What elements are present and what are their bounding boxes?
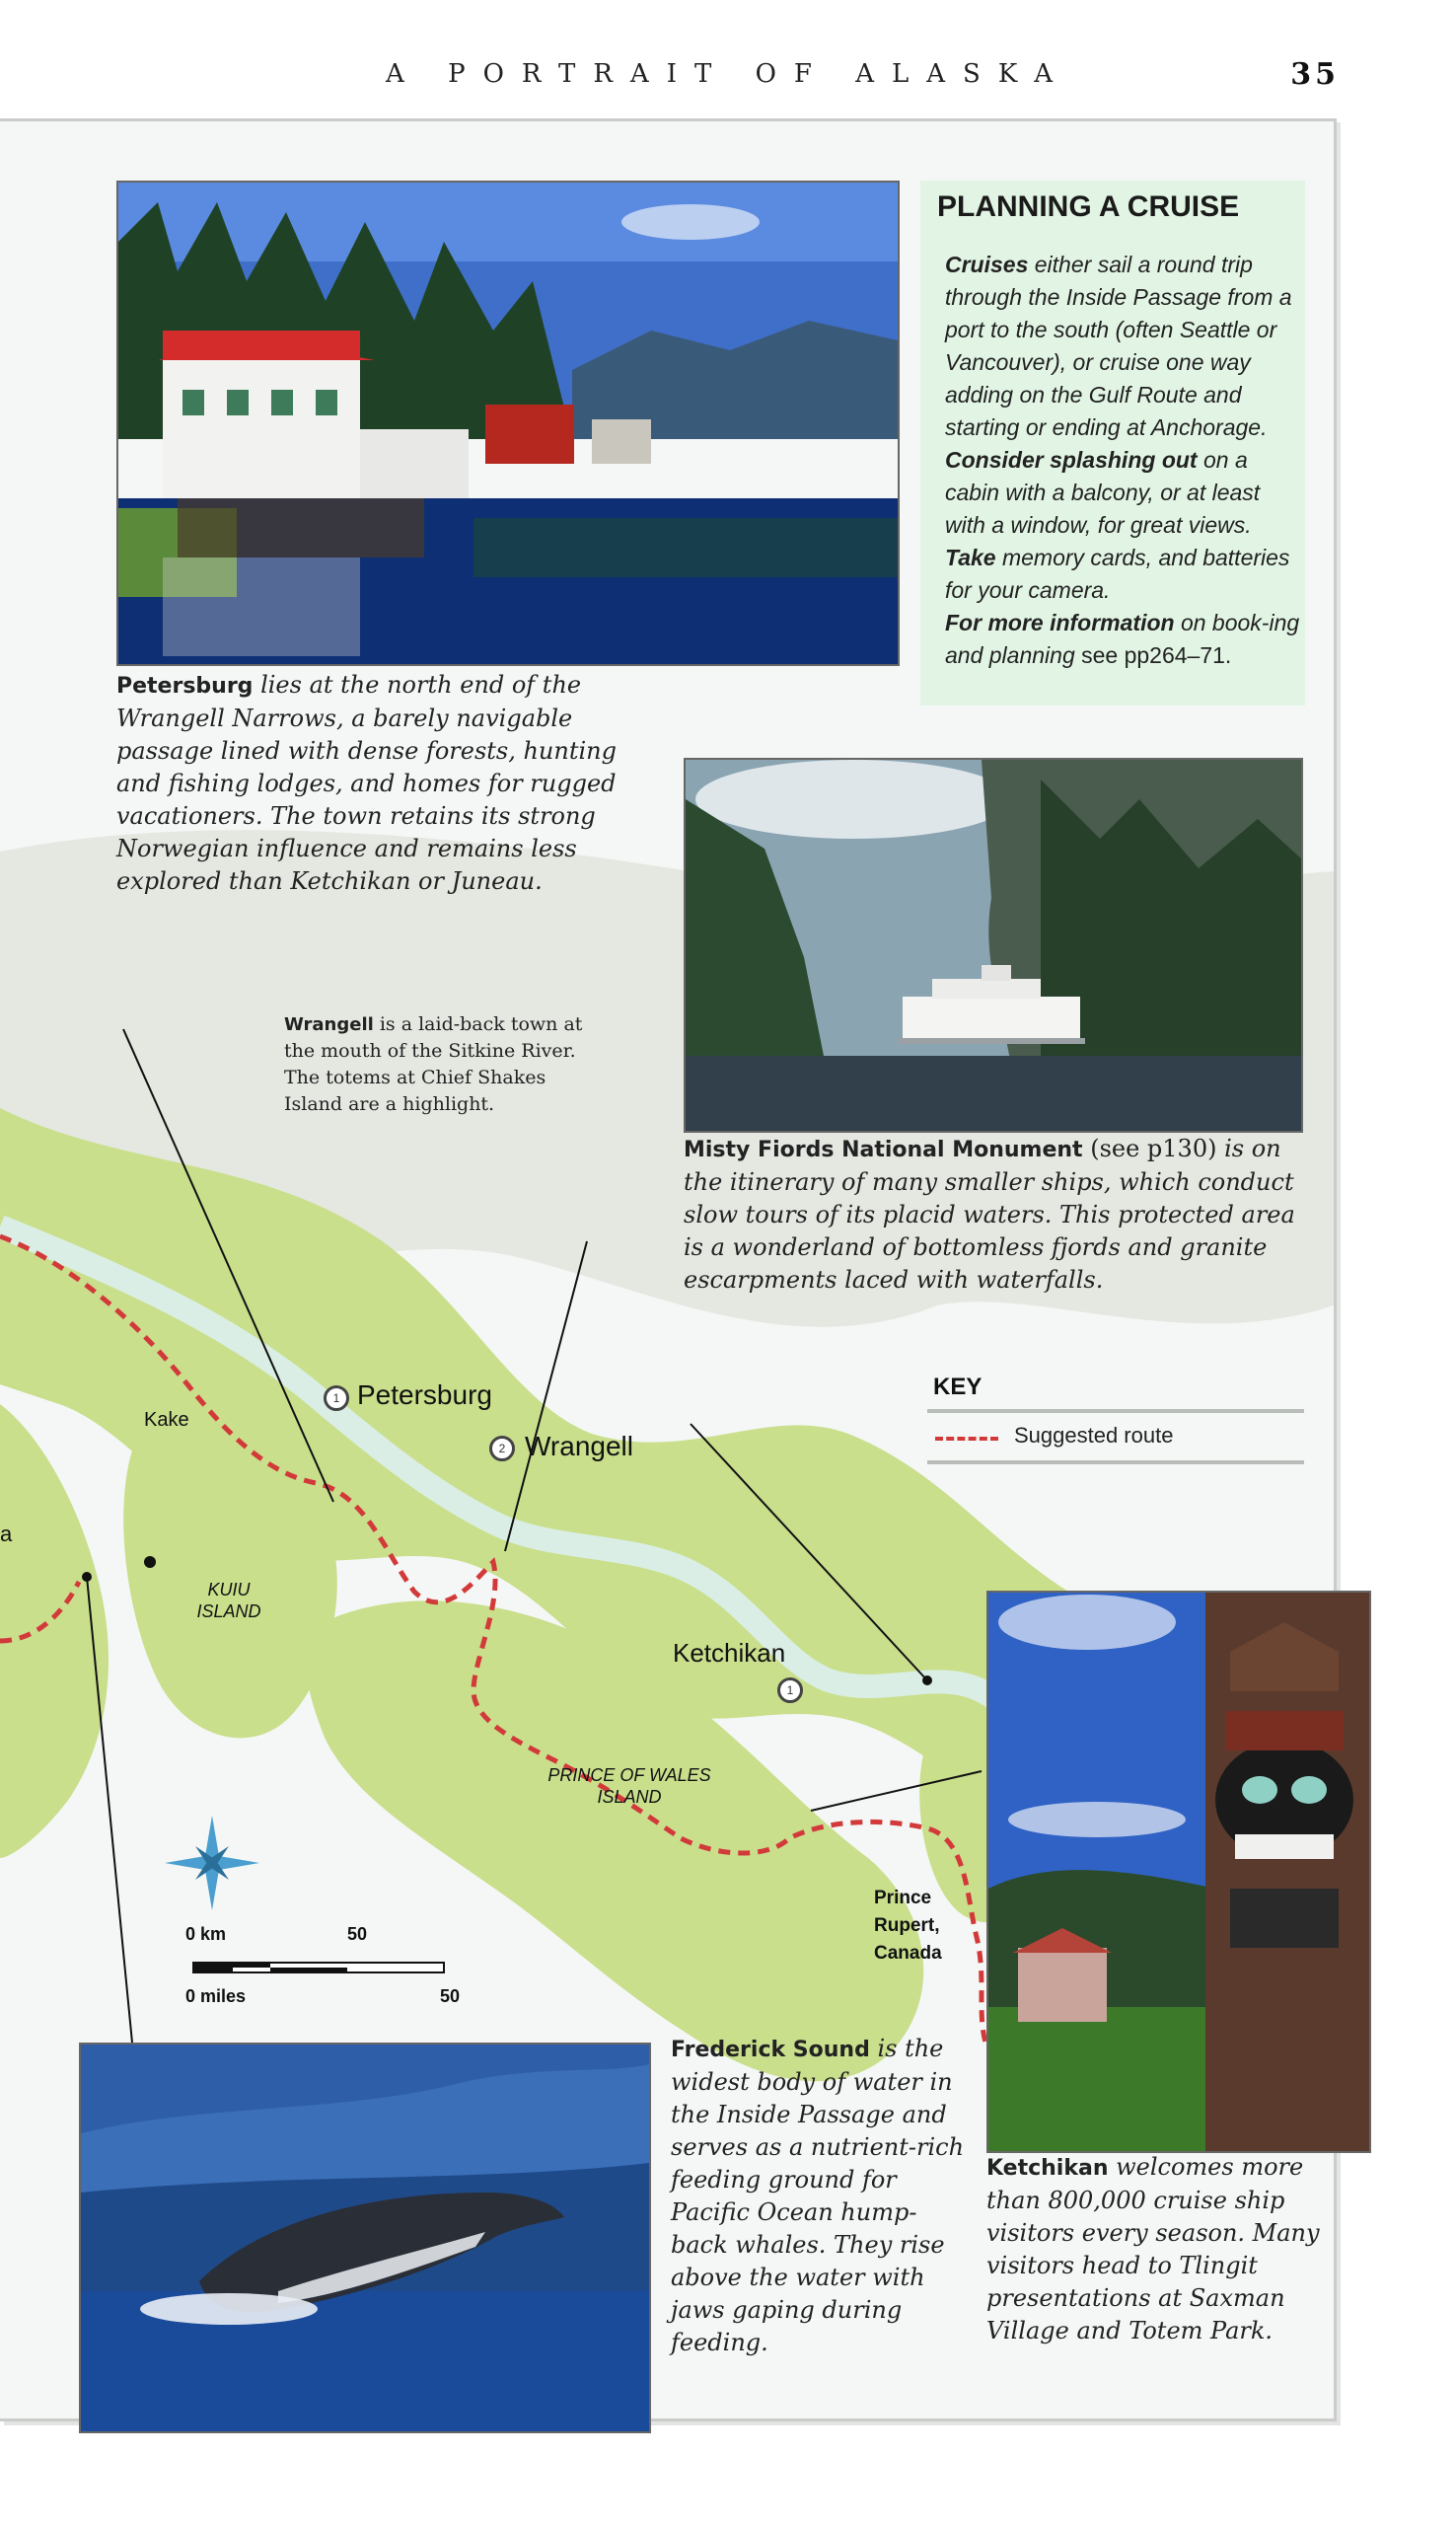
scale-mi-end: 50: [440, 1986, 461, 2006]
label-prince-of-wales-island: [521, 1764, 738, 1808]
cruise-para-4-lead: For more information: [945, 610, 1175, 635]
label-edge-cut: a: [0, 1522, 13, 1546]
key-divider-bottom: [927, 1460, 1304, 1464]
key-divider-top: [927, 1409, 1304, 1413]
route-swatch-icon: [935, 1437, 998, 1441]
cruise-para-3-text: memory cards, and batteries for your camera.: [945, 545, 1290, 603]
ketchikan-caption-text: welcomes more than 800,000 cruise ship visitors every season. Many visitors head to Tlingit presentations at Saxman Village and Totem Park.: [986, 2153, 1320, 2344]
scale-km-end: 50: [347, 1924, 368, 1944]
frederick-caption-lead: Frederick Sound: [671, 2038, 870, 2062]
key-route-label: Suggested route: [1014, 1423, 1174, 1448]
wrangell-caption-text: is a laid-back town at the mouth of the Sitkine River. The totems at Chief Shakes Island are a highlight.: [284, 1013, 583, 1115]
ketchikan-caption: [986, 2151, 1342, 2347]
ketchikan-totem-photo: [986, 1591, 1371, 2153]
running-header: A PORTRAIT OF ALASKA: [386, 59, 1070, 89]
planning-cruise-title: PLANNING A CRUISE: [937, 190, 1240, 223]
marker-ketchikan: 1: [777, 1677, 803, 1703]
cruise-para-3: [945, 542, 1300, 607]
pow-line-1: PRINCE OF WALES: [547, 1765, 711, 1785]
cruise-para-4-ref: see pp264–71.: [1081, 642, 1232, 668]
cruise-para-2-lead: Consider splashing out: [945, 447, 1198, 473]
label-petersburg: Petersburg: [357, 1379, 492, 1410]
prince-rupert-line-1: Prince: [874, 1888, 932, 1908]
label-wrangell: Wrangell: [525, 1431, 633, 1461]
cruise-para-4-text: on book-ing and planning: [945, 610, 1300, 668]
label-ketchikan: Ketchikan: [673, 1638, 786, 1668]
cruise-para-1-lead: Cruises: [945, 252, 1029, 277]
petersburg-caption-lead: Petersburg: [116, 674, 254, 699]
misty-caption-text: is on the itinerary of many smaller ships, which conduct slow tours of its placid waters. This protected area is a wonderland of bottomless fjords and granite escarpments laced with waterfalls.: [684, 1135, 1295, 1294]
label-prince-rupert: [874, 1885, 942, 1968]
ketchikan-caption-lead: Ketchikan: [986, 2156, 1109, 2181]
prince-rupert-line-2: Rupert,: [874, 1915, 940, 1936]
frederick-caption-text: is the widest body of water in the Inside Passage and serves as a nutrient-rich feeding ground for Pacific Ocean hump-back whales. They rise above the water with jaws gaping during feeding.: [671, 2035, 965, 2356]
frederick-sound-caption: [671, 2033, 967, 2359]
frederick-sound-whale-photo: [79, 2043, 651, 2433]
cruise-para-1: [945, 249, 1300, 444]
misty-fiords-caption: [684, 1133, 1305, 1297]
kuiu-line-2: ISLAND: [196, 1601, 261, 1621]
pow-line-2: ISLAND: [597, 1787, 662, 1807]
key-title: KEY: [933, 1374, 983, 1400]
label-kuiu-island: [180, 1579, 278, 1622]
cruise-para-2: [945, 444, 1300, 542]
misty-fiords-photo: [684, 758, 1303, 1133]
prince-rupert-line-3: Canada: [874, 1943, 942, 1964]
petersburg-caption: [116, 669, 629, 898]
planning-cruise-body: [945, 249, 1300, 672]
petersburg-caption-text: lies at the north end of the Wrangell Narrows, a barely navigable passage lined with dense forests, hunting and fishing lodges, and homes for rugged vacationers. The town retains its strong Norwegian influence and remains less explored than Ketchikan or Juneau.: [116, 671, 617, 895]
scale-km-start: 0 km: [185, 1924, 227, 1944]
kuiu-line-1: KUIU: [207, 1580, 251, 1599]
scale-mi-start: 0 miles: [185, 1986, 247, 2006]
wrangell-caption-lead: Wrangell: [284, 1014, 374, 1035]
marker-petersburg: 1: [324, 1385, 349, 1411]
cruise-para-3-lead: Take: [945, 545, 996, 570]
page-number: 35: [1290, 57, 1340, 92]
label-kake: Kake: [144, 1409, 189, 1431]
marker-wrangell: 2: [489, 1436, 515, 1461]
misty-caption-ref: (see p130): [1082, 1135, 1217, 1162]
wrangell-caption: [284, 1011, 600, 1118]
cruise-para-2-text: on a cabin with a balcony, or at least with a window, for great views.: [945, 447, 1261, 538]
misty-caption-lead: Misty Fiords National Monument: [684, 1138, 1083, 1162]
cruise-para-4: [945, 607, 1300, 672]
cruise-para-1-text: either sail a round trip through the Inside Passage from a port to the south (often Seattle or Vancouver), or cruise one way adding on the Gulf Route and starting or ending at Anchorage.: [945, 252, 1292, 440]
petersburg-photo: [116, 181, 900, 666]
